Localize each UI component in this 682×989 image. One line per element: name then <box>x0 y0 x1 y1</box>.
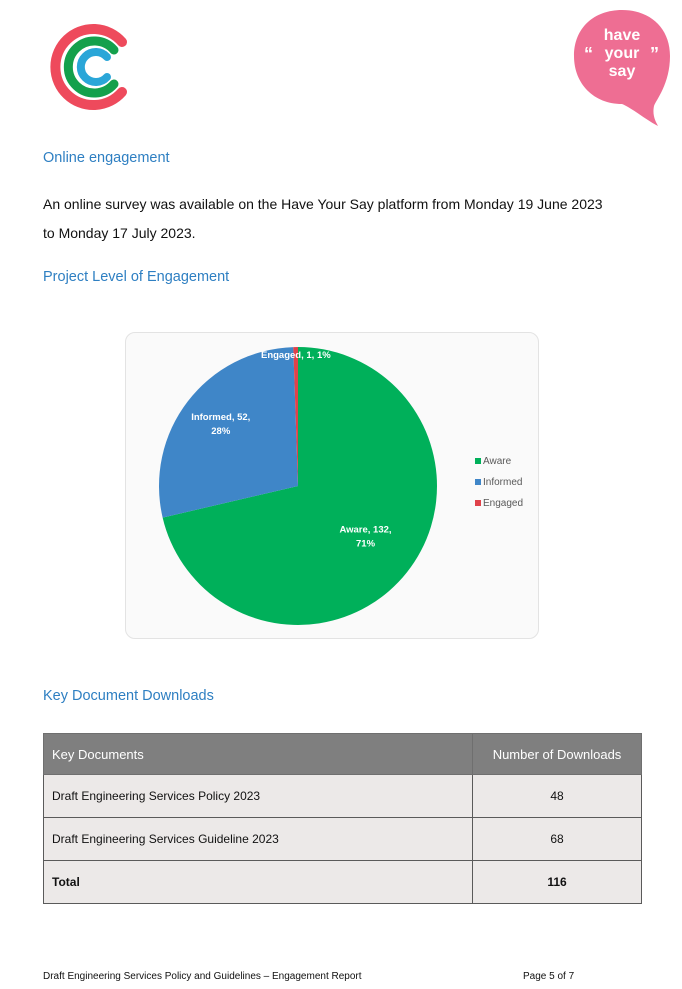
footer-document-title: Draft Engineering Services Policy and Guidelines – Engagement Report <box>43 971 362 982</box>
download-count: 68 <box>473 818 642 861</box>
document-name: Draft Engineering Services Guideline 2023 <box>44 818 473 861</box>
download-count: 48 <box>473 775 642 818</box>
footer-page-number: Page 5 of 7 <box>523 971 575 982</box>
logo-word-your: your <box>604 45 640 62</box>
table-header-row <box>44 734 642 775</box>
header-key-documents: Key Documents <box>44 734 473 775</box>
engagement-pie-chart <box>125 332 539 639</box>
heading-project-level: Project Level of Engagement <box>43 269 230 285</box>
intro-line-2: to Monday 17 July 2023. <box>43 225 196 241</box>
downloads-table <box>43 733 642 904</box>
heading-key-downloads: Key Document Downloads <box>43 688 214 704</box>
heading-online-engagement: Online engagement <box>43 150 170 166</box>
council-logo <box>46 20 138 114</box>
data-label-informed: Informed, 52, 28% <box>191 411 251 437</box>
legend-swatch-engaged <box>475 500 481 506</box>
logo-word-have: have <box>603 27 641 44</box>
intro-paragraph <box>43 190 643 248</box>
open-quote-icon: “ <box>584 44 593 64</box>
total-count: 116 <box>473 861 642 904</box>
legend-swatch-aware <box>475 458 481 464</box>
legend-label-informed: Informed <box>483 477 523 488</box>
legend-swatch-informed <box>475 479 481 485</box>
total-label: Total <box>44 861 473 904</box>
table-total-row <box>44 861 642 904</box>
data-label-engaged: Engaged, 1, 1% <box>260 350 331 362</box>
pie-chart-canvas <box>126 333 538 638</box>
intro-line-1: An online survey was available on the Have Your Say platform from Monday 19 June 2023 <box>43 196 603 212</box>
close-quote-icon: ” <box>650 44 659 64</box>
document-name: Draft Engineering Services Policy 2023 <box>44 775 473 818</box>
header-number-of-downloads: Number of Downloads <box>473 734 642 775</box>
table-row <box>44 818 642 861</box>
legend-label-engaged: Engaged <box>483 498 524 509</box>
table-row <box>44 775 642 818</box>
legend-label-aware: Aware <box>483 456 512 467</box>
logo-word-say: say <box>608 63 636 80</box>
data-label-aware: Aware, 132, 71% <box>339 524 392 550</box>
have-your-say-logo <box>570 4 674 128</box>
